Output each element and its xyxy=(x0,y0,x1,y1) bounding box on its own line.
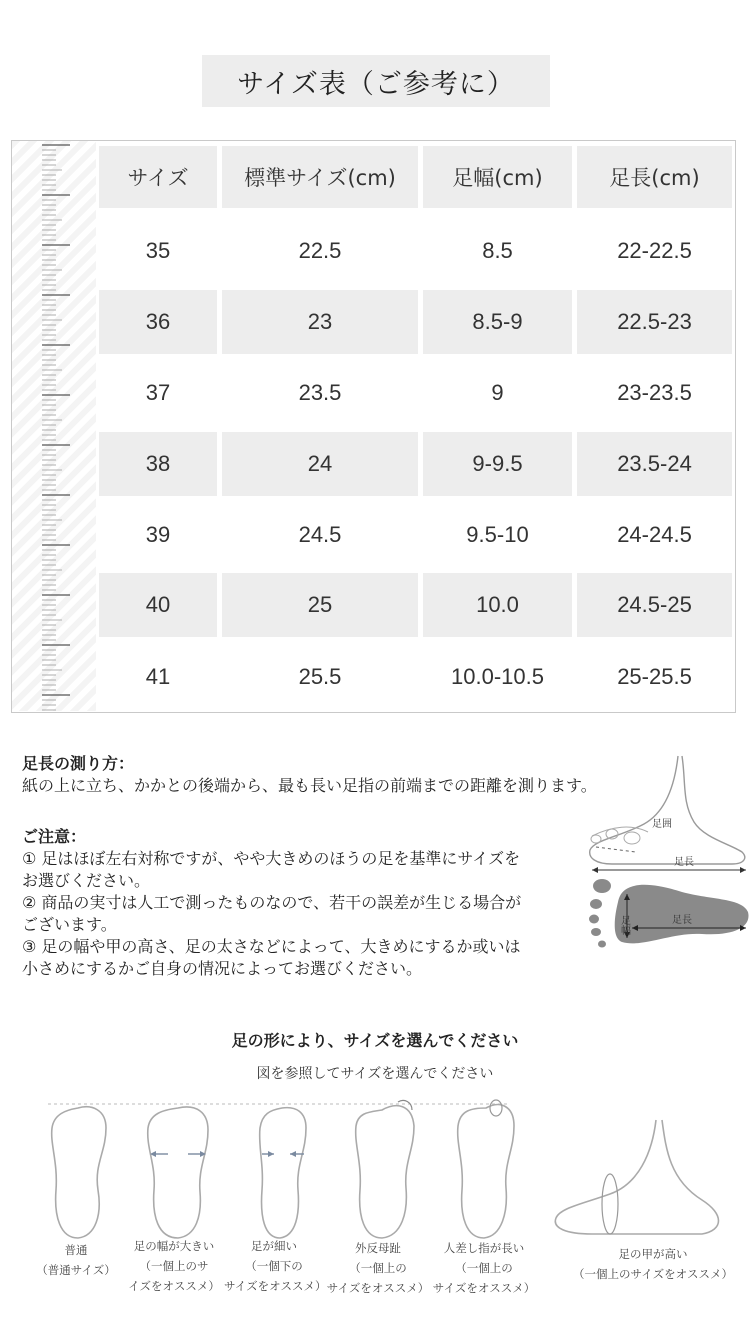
header-size: サイズ xyxy=(99,146,217,208)
notice-line: 小さめにするかご自身の情况によってお選びください。 xyxy=(22,959,423,978)
table-cell: 8.5 xyxy=(482,238,513,263)
caption-high-instep: 足の甲が高い （一個上のサイズをオススメ） xyxy=(573,1247,733,1281)
table-cell: 37 xyxy=(145,380,171,405)
caption-long-toe: 人差し指が長い （一個上の サイズをオススメ） xyxy=(432,1241,536,1295)
notice-heading: ご注意： xyxy=(22,827,87,846)
shapes-title: 足の形により、サイズを選んでください xyxy=(231,1031,519,1050)
page-title: サイズ表（ご参考に） xyxy=(202,55,550,107)
table-cell: 9.5-10 xyxy=(466,522,529,547)
ruler-icon xyxy=(12,141,96,711)
notice-section xyxy=(22,826,592,980)
girth-label: 足囲 xyxy=(652,819,672,830)
width-vertical-label: 足幅 xyxy=(618,915,630,935)
notice-line: お選びください。 xyxy=(22,871,151,890)
table-cell: 38 xyxy=(99,432,217,496)
header-standard-size: 標準サイズ(cm) xyxy=(222,146,418,208)
table-cell: 23.5 xyxy=(298,380,342,405)
table-cell: 9-9.5 xyxy=(423,432,572,496)
table-cell: 25.5 xyxy=(298,664,342,689)
caption-normal: 普通 （普通サイズ） xyxy=(36,1243,116,1277)
table-cell: 25 xyxy=(222,573,418,637)
table-cell: 24-24.5 xyxy=(617,522,692,547)
foot-wide-icon xyxy=(148,1107,208,1238)
caption-bunion: 外反母趾 （一個上の サイズをオススメ） xyxy=(326,1241,430,1295)
header-foot-width: 足幅(cm) xyxy=(423,146,572,208)
table-cell: 41 xyxy=(145,664,171,689)
table-cell: 22.5-23 xyxy=(577,290,732,354)
table-cell: 22-22.5 xyxy=(617,238,692,263)
table-cell: 24.5 xyxy=(298,522,342,547)
notice-line: ① 足はほぼ左右対称ですが、やや大きめのほうの足を基準にサイズを xyxy=(22,849,521,868)
notice-line: ③ 足の幅や甲の高さ、足の太さなどによって、大きめにするか或いは xyxy=(22,937,521,956)
measure-text: 紙の上に立ち、かかとの後端から、最も長い足指の前端までの距離を測ります。 xyxy=(22,776,597,795)
foot-normal-icon xyxy=(52,1107,106,1238)
table-cell: 10.0-10.5 xyxy=(451,664,544,689)
caption-wide: 足の幅が大きい （一個上のサ イズをオススメ） xyxy=(128,1239,220,1293)
foot-long-toe-icon xyxy=(458,1100,514,1238)
ruler-decoration xyxy=(12,141,96,711)
foot-shapes-illustration xyxy=(0,1090,750,1240)
table-cell: 23-23.5 xyxy=(617,380,692,405)
notice-line: ② 商品の実寸は人工で測ったものなので、若干の誤差が生じる場合が xyxy=(22,893,522,912)
length-side-label: 足長 xyxy=(674,857,694,868)
table-cell: 23.5-24 xyxy=(577,432,732,496)
caption-narrow: 足が細い （一個下の サイズをオススメ） xyxy=(224,1239,327,1293)
length-sole-label: 足長 xyxy=(672,915,692,926)
header-foot-length: 足長(cm) xyxy=(577,146,732,208)
shapes-subtitle: 図を参照してサイズを選んでください xyxy=(256,1066,494,1082)
foot-high-instep-icon xyxy=(555,1120,718,1234)
table-cell: 24.5-25 xyxy=(577,573,732,637)
table-cell: 22.5 xyxy=(298,238,342,263)
foot-measure-diagram xyxy=(582,752,750,958)
table-cell: 40 xyxy=(99,573,217,637)
table-cell: 23 xyxy=(222,290,418,354)
foot-side-icon xyxy=(590,756,745,864)
table-cell: 35 xyxy=(145,238,171,263)
table-cell: 25-25.5 xyxy=(617,664,692,689)
foot-sole-icon xyxy=(589,879,749,948)
table-cell: 24 xyxy=(222,432,418,496)
notice-line: ございます。 xyxy=(22,915,117,934)
foot-bunion-icon xyxy=(356,1100,414,1238)
measure-heading: 足長の測り方： xyxy=(22,754,135,773)
table-cell: 36 xyxy=(99,290,217,354)
table-cell: 10.0 xyxy=(423,573,572,637)
foot-narrow-icon xyxy=(260,1108,306,1238)
table-cell: 9 xyxy=(491,380,504,405)
table-cell: 39 xyxy=(145,522,171,547)
table-cell: 8.5-9 xyxy=(423,290,572,354)
